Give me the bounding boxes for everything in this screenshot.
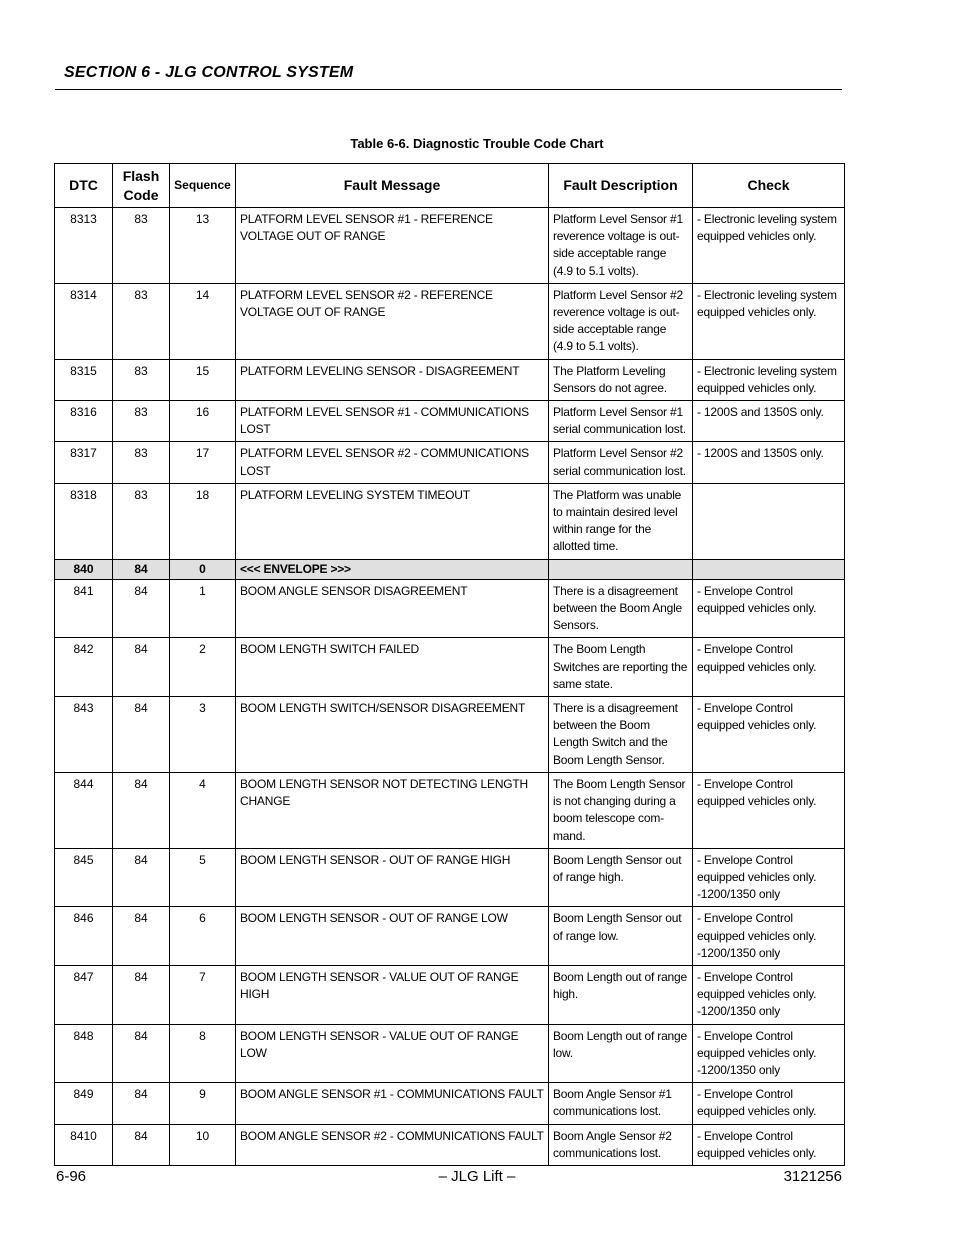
table-row xyxy=(55,1124,845,1165)
fault-description-cell: Boom Length out of range low. xyxy=(549,1024,693,1083)
sequence-cell: 5 xyxy=(170,848,236,907)
check-cell: - Envelope Control equipped vehicles only. xyxy=(693,1124,845,1165)
dtc-cell: 842 xyxy=(55,638,113,697)
dtc-cell: 845 xyxy=(55,848,113,907)
flash-code-cell: 83 xyxy=(113,359,170,400)
dtc-cell: 848 xyxy=(55,1024,113,1083)
sequence-cell: 18 xyxy=(170,483,236,559)
fault-message-cell: PLATFORM LEVELING SYSTEM TIMEOUT xyxy=(236,483,549,559)
sequence-cell: 4 xyxy=(170,772,236,848)
sequence-cell: 8 xyxy=(170,1024,236,1083)
check-cell: - Envelope Control equipped vehicles only. -1200/1350 only xyxy=(693,965,845,1024)
table-row xyxy=(55,359,845,400)
sequence-cell: 15 xyxy=(170,359,236,400)
fault-message-cell: BOOM LENGTH SENSOR NOT DETECTING LENGTH CHANGE xyxy=(236,772,549,848)
flash-code-cell: 84 xyxy=(113,579,170,638)
table-header-row xyxy=(55,164,845,208)
table-row xyxy=(55,1083,845,1124)
table-row xyxy=(55,442,845,483)
dtc-cell: 841 xyxy=(55,579,113,638)
fault-message-cell: BOOM LENGTH SWITCH/SENSOR DISAGREEMENT xyxy=(236,697,549,773)
flash-code-cell: 84 xyxy=(113,907,170,966)
section-title: SECTION 6 - JLG CONTROL SYSTEM xyxy=(64,64,354,81)
fault-message-cell: BOOM LENGTH SENSOR - VALUE OUT OF RANGE LOW xyxy=(236,1024,549,1083)
column-header-fault-description: Fault Description xyxy=(549,164,693,208)
fault-message-cell: PLATFORM LEVEL SENSOR #2 - COMMUNICATIONS LOST xyxy=(236,442,549,483)
dtc-cell: 8410 xyxy=(55,1124,113,1165)
table-row xyxy=(55,401,845,442)
fault-description-cell: Boom Length Sensor out of range low. xyxy=(549,907,693,966)
table-row xyxy=(55,483,845,559)
fault-message-cell: BOOM LENGTH SWITCH FAILED xyxy=(236,638,549,697)
flash-code-cell: 83 xyxy=(113,442,170,483)
fault-description-cell: Boom Length Sensor out of range high. xyxy=(549,848,693,907)
check-cell: - 1200S and 1350S only. xyxy=(693,401,845,442)
sequence-cell: 14 xyxy=(170,283,236,359)
table-row xyxy=(55,283,845,359)
table-row xyxy=(55,1024,845,1083)
fault-description-cell: There is a disagreement between the Boom Length Switch and the Boom Length Sensor. xyxy=(549,697,693,773)
document-number: 3121256 xyxy=(783,1168,842,1185)
flash-code-cell: 83 xyxy=(113,483,170,559)
table-row xyxy=(55,638,845,697)
fault-message-cell: BOOM LENGTH SENSOR - OUT OF RANGE HIGH xyxy=(236,848,549,907)
fault-description-cell: There is a disagreement between the Boom Angle Sensors. xyxy=(549,579,693,638)
dtc-cell: 8317 xyxy=(55,442,113,483)
check-cell: - Envelope Control equipped vehicles only. -1200/1350 only xyxy=(693,1024,845,1083)
check-cell: - Envelope Control equipped vehicles only. xyxy=(693,579,845,638)
fault-message-cell: <<< ENVELOPE >>> xyxy=(236,559,549,579)
sequence-cell: 6 xyxy=(170,907,236,966)
column-header-sequence: Sequence xyxy=(170,164,236,208)
sequence-cell: 10 xyxy=(170,1124,236,1165)
fault-description-cell: Platform Level Sensor #1 serial communication lost. xyxy=(549,401,693,442)
flash-code-cell: 84 xyxy=(113,965,170,1024)
table-row xyxy=(55,579,845,638)
sequence-cell: 13 xyxy=(170,208,236,284)
check-cell: - Envelope Control equipped vehicles only. -1200/1350 only xyxy=(693,848,845,907)
fault-message-cell: BOOM ANGLE SENSOR #1 - COMMUNICATIONS FAULT xyxy=(236,1083,549,1124)
flash-code-cell: 84 xyxy=(113,1083,170,1124)
check-cell: - Electronic leveling system equipped vehicles only. xyxy=(693,283,845,359)
check-cell: - Electronic leveling system equipped vehicles only. xyxy=(693,208,845,284)
flash-code-cell: 84 xyxy=(113,559,170,579)
check-cell xyxy=(693,559,845,579)
column-header-fault-message: Fault Message xyxy=(236,164,549,208)
flash-code-cell: 83 xyxy=(113,208,170,284)
sequence-cell: 9 xyxy=(170,1083,236,1124)
fault-description-cell: The Platform was unable to maintain desired level within range for the allotted time. xyxy=(549,483,693,559)
diagnostic-trouble-code-table xyxy=(54,163,845,1166)
fault-description-cell: The Boom Length Switches are reporting the same state. xyxy=(549,638,693,697)
fault-description-cell: Platform Level Sensor #2 serial communication lost. xyxy=(549,442,693,483)
dtc-cell: 846 xyxy=(55,907,113,966)
fault-message-cell: PLATFORM LEVEL SENSOR #1 - COMMUNICATIONS LOST xyxy=(236,401,549,442)
dtc-cell: 849 xyxy=(55,1083,113,1124)
column-header-flash-code: Flash Code xyxy=(113,164,170,208)
check-cell: - Envelope Control equipped vehicles only. xyxy=(693,772,845,848)
flash-code-cell: 84 xyxy=(113,1024,170,1083)
table-row xyxy=(55,208,845,284)
table-group-row xyxy=(55,559,845,579)
fault-description-cell: The Boom Length Sensor is not changing during a boom telescope com-mand. xyxy=(549,772,693,848)
fault-message-cell: BOOM ANGLE SENSOR #2 - COMMUNICATIONS FAULT xyxy=(236,1124,549,1165)
flash-code-cell: 84 xyxy=(113,697,170,773)
fault-description-cell: Platform Level Sensor #1 reverence voltage is out-side acceptable range (4.9 to 5.1 volts). xyxy=(549,208,693,284)
check-cell: - Envelope Control equipped vehicles only. xyxy=(693,638,845,697)
check-cell: - 1200S and 1350S only. xyxy=(693,442,845,483)
table-row xyxy=(55,907,845,966)
check-cell: - Envelope Control equipped vehicles only. xyxy=(693,1083,845,1124)
flash-code-cell: 84 xyxy=(113,848,170,907)
table-title: Table 6-6. Diagnostic Trouble Code Chart xyxy=(350,136,604,151)
page-number: 6-96 xyxy=(56,1168,87,1185)
table-row xyxy=(55,697,845,773)
fault-message-cell: BOOM LENGTH SENSOR - VALUE OUT OF RANGE HIGH xyxy=(236,965,549,1024)
sequence-cell: 2 xyxy=(170,638,236,697)
dtc-cell: 8315 xyxy=(55,359,113,400)
fault-description-cell: The Platform Leveling Sensors do not agree. xyxy=(549,359,693,400)
sequence-cell: 7 xyxy=(170,965,236,1024)
sequence-cell: 1 xyxy=(170,579,236,638)
sequence-cell: 0 xyxy=(170,559,236,579)
flash-code-cell: 84 xyxy=(113,1124,170,1165)
dtc-cell: 8316 xyxy=(55,401,113,442)
table-row xyxy=(55,848,845,907)
table-row xyxy=(55,965,845,1024)
fault-message-cell: BOOM ANGLE SENSOR DISAGREEMENT xyxy=(236,579,549,638)
dtc-cell: 844 xyxy=(55,772,113,848)
dtc-cell: 843 xyxy=(55,697,113,773)
check-cell: - Envelope Control equipped vehicles only. xyxy=(693,697,845,773)
check-cell: - Envelope Control equipped vehicles only. -1200/1350 only xyxy=(693,907,845,966)
column-header-dtc: DTC xyxy=(55,164,113,208)
check-cell: - Electronic leveling system equipped vehicles only. xyxy=(693,359,845,400)
header-divider xyxy=(55,89,842,90)
sequence-cell: 3 xyxy=(170,697,236,773)
dtc-cell: 847 xyxy=(55,965,113,1024)
fault-description-cell: Boom Length out of range high. xyxy=(549,965,693,1024)
dtc-cell: 8318 xyxy=(55,483,113,559)
table-body xyxy=(55,208,845,1166)
fault-description-cell: Boom Angle Sensor #1 communications lost. xyxy=(549,1083,693,1124)
fault-description-cell xyxy=(549,559,693,579)
dtc-cell: 8313 xyxy=(55,208,113,284)
table-row xyxy=(55,772,845,848)
fault-message-cell: PLATFORM LEVEL SENSOR #1 - REFERENCE VOLTAGE OUT OF RANGE xyxy=(236,208,549,284)
flash-code-cell: 83 xyxy=(113,283,170,359)
flash-code-cell: 84 xyxy=(113,638,170,697)
column-header-check: Check xyxy=(693,164,845,208)
dtc-cell: 8314 xyxy=(55,283,113,359)
fault-message-cell: PLATFORM LEVEL SENSOR #2 - REFERENCE VOLTAGE OUT OF RANGE xyxy=(236,283,549,359)
fault-description-cell: Boom Angle Sensor #2 communications lost. xyxy=(549,1124,693,1165)
dtc-cell: 840 xyxy=(55,559,113,579)
check-cell xyxy=(693,483,845,559)
sequence-cell: 17 xyxy=(170,442,236,483)
fault-message-cell: PLATFORM LEVELING SENSOR - DISAGREEMENT xyxy=(236,359,549,400)
flash-code-cell: 83 xyxy=(113,401,170,442)
fault-message-cell: BOOM LENGTH SENSOR - OUT OF RANGE LOW xyxy=(236,907,549,966)
footer-center-text: – JLG Lift – xyxy=(438,1168,516,1185)
fault-description-cell: Platform Level Sensor #2 reverence voltage is out-side acceptable range (4.9 to 5.1 volts). xyxy=(549,283,693,359)
sequence-cell: 16 xyxy=(170,401,236,442)
flash-code-cell: 84 xyxy=(113,772,170,848)
